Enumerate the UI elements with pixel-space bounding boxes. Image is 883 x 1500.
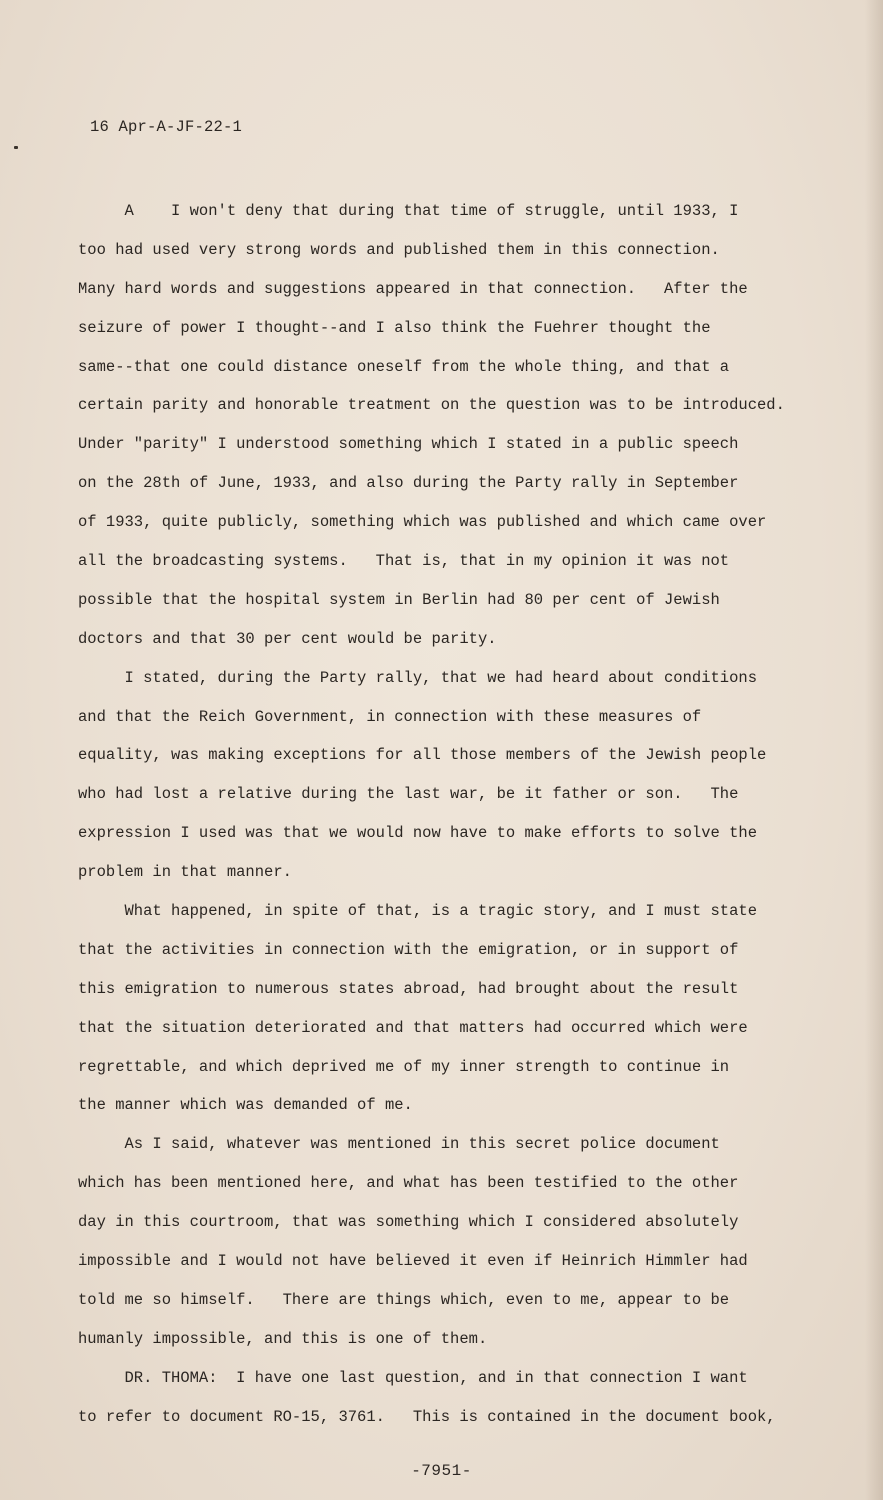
- document-header-id: 16 Apr-A-JF-22-1: [90, 118, 243, 136]
- text-line: too had used very strong words and published them in this connection.: [78, 240, 720, 259]
- text-line: the manner which was demanded of me.: [78, 1096, 413, 1115]
- text-line: DR. THOMA: I have one last question, and in that connection I want: [78, 1368, 748, 1387]
- margin-mark: [14, 146, 18, 149]
- text-line: who had lost a relative during the last war, be it father or son. The: [78, 785, 739, 804]
- text-line: expression I used was that we would now have to make efforts to solve the: [78, 824, 758, 843]
- page-edge-shadow: [865, 0, 883, 1500]
- text-line: this emigration to numerous states abroad, had brought about the result: [78, 979, 739, 998]
- text-line: all the broadcasting systems. That is, that in my opinion it was not: [78, 552, 730, 571]
- text-line: problem in that manner.: [78, 863, 292, 882]
- text-line: I stated, during the Party rally, that we had heard about conditions: [78, 668, 758, 687]
- text-line: that the situation deteriorated and that matters had occurred which were: [78, 1018, 748, 1037]
- text-line: A I won't deny that during that time of struggle, until 1933, I: [78, 202, 739, 220]
- text-line: of 1933, quite publicly, something which was published and which came over: [78, 513, 767, 532]
- text-line: As I said, whatever was mentioned in this secret police document: [78, 1135, 720, 1154]
- text-line: same--that one could distance oneself from the whole thing, and that a: [78, 357, 730, 376]
- text-line: seizure of power I thought--and I also think the Fuehrer thought the: [78, 318, 711, 337]
- text-line: doctors and that 30 per cent would be parity.: [78, 629, 497, 648]
- text-line: told me so himself. There are things which, even to me, appear to be: [78, 1290, 730, 1309]
- text-line: Many hard words and suggestions appeared in that connection. After the: [78, 279, 748, 298]
- text-line: that the activities in connection with the emigration, or in support of: [78, 940, 739, 959]
- text-line: humanly impossible, and this is one of them.: [78, 1329, 488, 1348]
- text-line: day in this courtroom, that was something which I considered absolutely: [78, 1213, 739, 1232]
- text-line: to refer to document RO-15, 3761. This is contained in the document book,: [78, 1407, 776, 1426]
- text-line: on the 28th of June, 1933, and also during the Party rally in September: [78, 474, 739, 493]
- text-line: which has been mentioned here, and what has been testified to the other: [78, 1174, 739, 1193]
- text-line: Under "parity" I understood something which I stated in a public speech: [78, 435, 739, 454]
- text-line: What happened, in spite of that, is a tragic story, and I must state: [78, 902, 758, 921]
- text-line: impossible and I would not have believed it even if Heinrich Himmler had: [78, 1252, 748, 1271]
- text-line: certain parity and honorable treatment on the question was to be introduced.: [78, 396, 785, 415]
- text-line: equality, was making exceptions for all those members of the Jewish people: [78, 746, 767, 765]
- text-line: regrettable, and which deprived me of my inner strength to continue in: [78, 1057, 730, 1076]
- text-line: possible that the hospital system in Berlin had 80 per cent of Jewish: [78, 590, 720, 609]
- page-number: -7951-: [411, 1462, 472, 1480]
- text-line: and that the Reich Government, in connection with these measures of: [78, 707, 702, 726]
- transcript-body: [78, 192, 818, 1437]
